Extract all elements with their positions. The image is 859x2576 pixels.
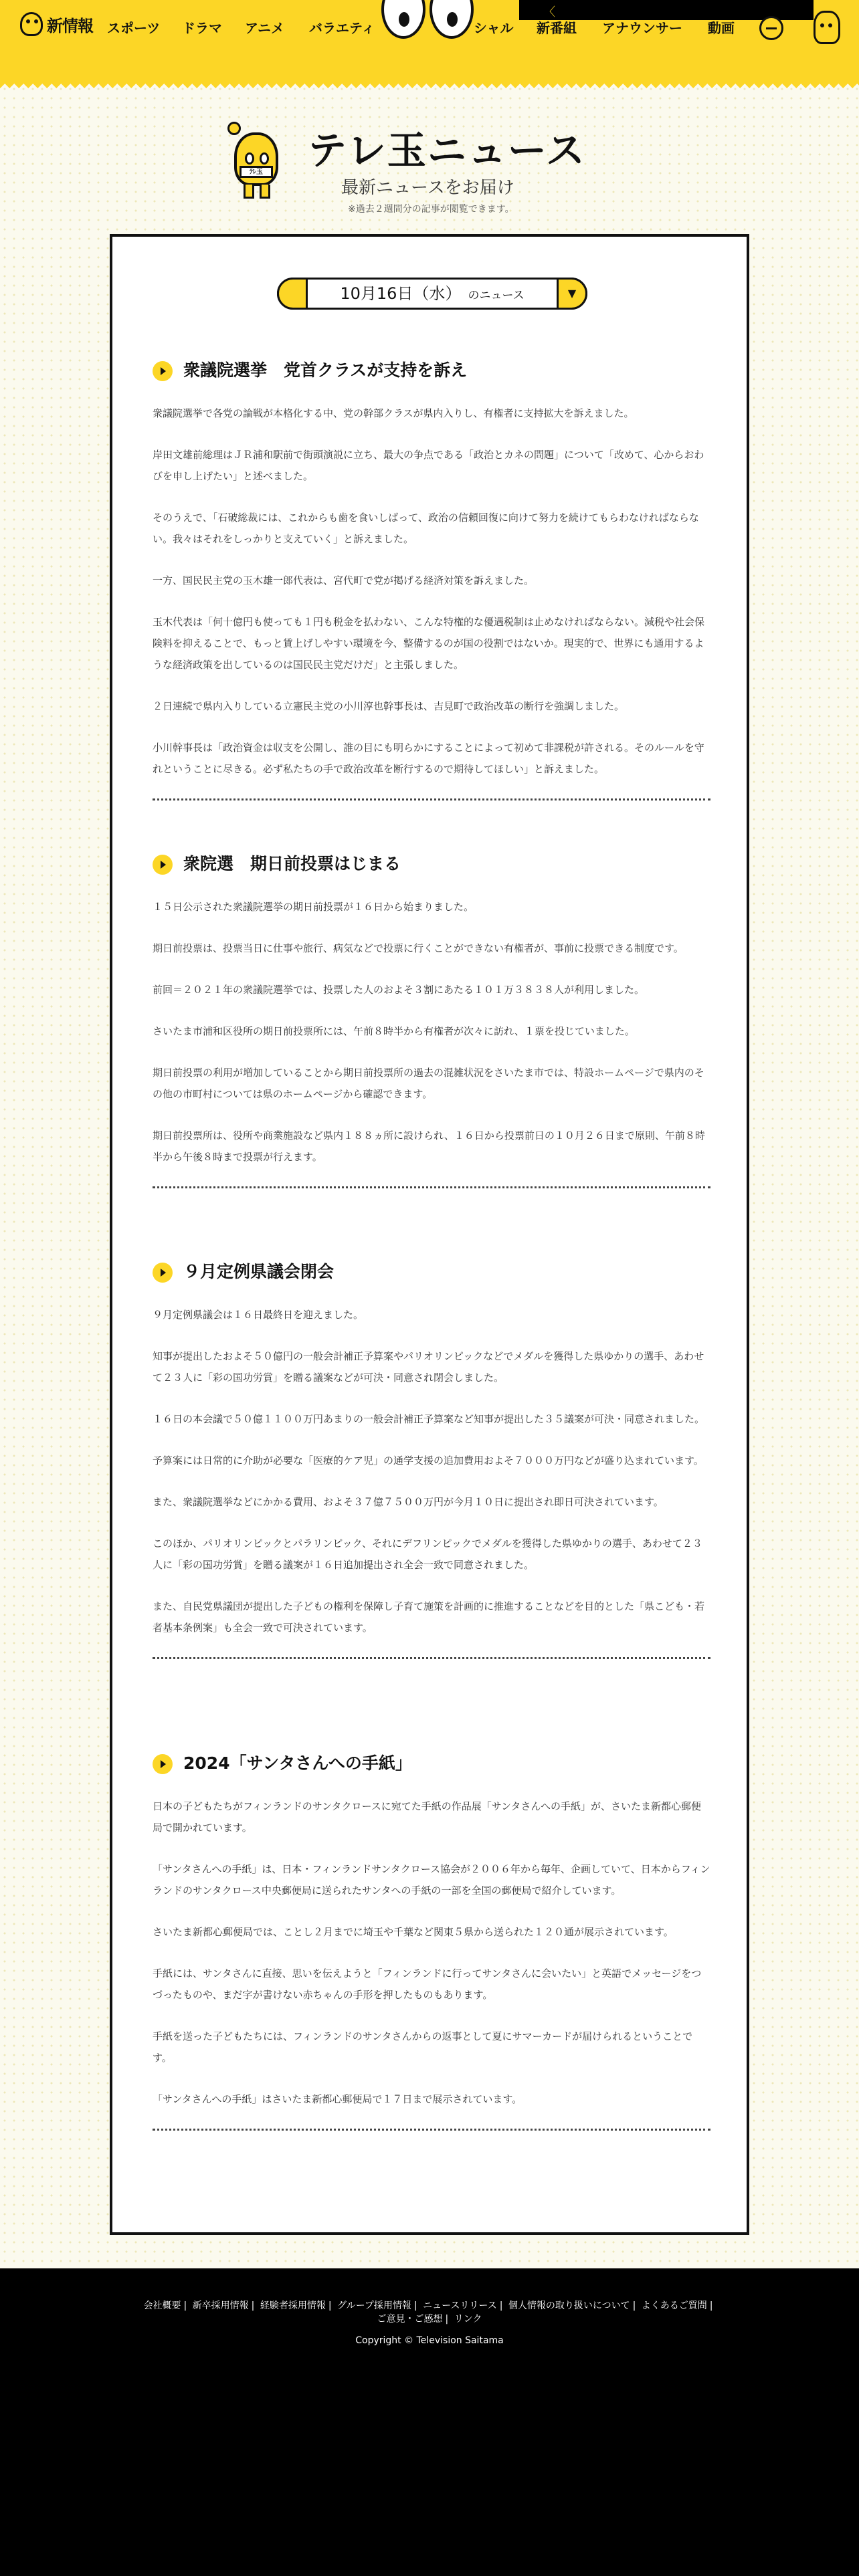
article-paragraph: 「サンタさんへの手紙」はさいたま新都心郵便局で１７日まで展示されています。 — [153, 2093, 522, 2105]
article-paragraph: 期日前投票所は、役所や商業施設など県内１８８ヵ所に設けられ、１６日から投票前日の１０月２６日まで原則、午前８時半から午後８時まで投票が行えます。 — [153, 1130, 705, 1163]
arrow-bullet-icon — [153, 855, 173, 875]
article-paragraph: 玉木代表は「何十億円も使っても１円も税金を払わない、こんな特権的な優遇税制は止めなければならない。減税や社会保険料を抑えることで、もっと賃上げしやすい環境を今、整備するのが国の役割ではないか。現実的で、世界にも通用するような経済政策を出しているのは国民民主党だけだ」と主張しました。 — [153, 616, 705, 671]
article-paragraph: 日本の子どもたちがフィンランドのサンタクロースに宛てた手紙の作品展「サンタさんへの手紙」が、さいたま新都心郵便局で開かれています。 — [153, 1800, 702, 1834]
footer-link-faq[interactable]: よくあるご質問 — [641, 2300, 707, 2311]
article-paragraph: ２日連続で県内入りしている立憲民主党の小川淳也幹事長は、吉見町で政治改革の断行を強調しました。 — [153, 700, 625, 712]
chevron-left-icon[interactable]: 〈 — [543, 5, 555, 19]
footer-link-privacy[interactable]: 個人情報の取り扱いについて — [508, 2300, 630, 2311]
nav-video[interactable]: 動画 — [708, 20, 735, 36]
article-paragraph: ９月定例県議会は１６日最終日を迎えました。 — [153, 1309, 364, 1321]
news-panel — [110, 234, 749, 2235]
footer-link-experienced[interactable]: 経験者採用情報 — [260, 2300, 326, 2311]
dotted-divider — [153, 798, 710, 800]
arrow-bullet-icon — [153, 1754, 173, 1774]
chevron-down-icon[interactable]: ▼ — [557, 278, 587, 310]
site-logo[interactable] — [20, 12, 93, 36]
site-footer — [0, 2268, 859, 2576]
top-header — [0, 0, 859, 80]
footer-links-row-1: 会社概要 | 新卒採用情報 | 経験者採用情報 | グループ採用情報 | ニュースリリース | 個人情報の取り扱いについて | よくあるご質問 | — [143, 2300, 713, 2311]
footer-link-new-grad[interactable]: 新卒採用情報 — [192, 2300, 249, 2311]
article-paragraph: また、自民党県議団が提出した子どもの権利を保障し子育て施策を計画的に推進することなどを目的とした「県こども・若者基本条例案」も全会一致で可決されています。 — [153, 1600, 705, 1634]
nav-announcer[interactable]: アナウンサー — [602, 20, 682, 36]
arrow-bullet-icon — [153, 361, 173, 381]
article-paragraph: １６日の本会議で５０億１１００万円あまりの一般会計補正予算案など知事が提出した３５議案が可決・同意されました。 — [153, 1413, 705, 1425]
mascot-eyes-icon — [381, 0, 475, 41]
footer-links-row-2: ご意見・ご感想 | リンク — [377, 2314, 482, 2325]
mascot-logo-icon — [20, 12, 43, 36]
archive-note: ※過去２週間分の記事が閲覧できます。 — [348, 204, 514, 215]
article-title: 2024「サンタさんへの手紙」 — [183, 1753, 412, 1773]
article-paragraph: １５日公示された衆議院選挙の期日前投票が１６日から始まりました。 — [153, 901, 474, 913]
page-subtitle: 最新ニュースをお届け — [341, 178, 514, 198]
footer-link-company[interactable]: 会社概要 — [143, 2300, 181, 2311]
article-paragraph: 衆議院選挙で各党の論戦が本格化する中、党の幹部クラスが県内入りし、有権者に支持拡大を訴えました。 — [153, 407, 634, 419]
article-paragraph: 一方、国民民主党の玉木雄一郎代表は、宮代町で党が掲げる経済対策を訴えました。 — [153, 574, 535, 586]
footer-link-news-release[interactable]: ニュースリリース — [423, 2300, 497, 2311]
nav-variety[interactable]: バラエティ — [309, 20, 375, 36]
news-article — [153, 1259, 710, 1659]
news-article — [153, 357, 710, 800]
article-paragraph: 小川幹事長は「政治資金は収支を公開し、誰の目にも明らかにすることによって初めて非課税が許される。そのルールを守れということに尽きる。必ず私たちの手で政治改革を断行するので期待してほしい」と訴えました。 — [153, 742, 704, 775]
article-paragraph: 岸田文雄前総理はＪＲ浦和駅前で街頭演説に立ち、最大の争点である「政治とカネの問題」について「改めて、心からおわびを申し上げたい」と述べました。 — [153, 449, 704, 482]
article-paragraph: 期日前投票の利用が増加していることから期日前投票所の過去の混雑状況をさいたま市では、特設ホームページで県内のその他の市町村については県のホームページから確認できます。 — [153, 1067, 704, 1100]
nav-special[interactable]: シャル — [474, 20, 514, 36]
mascot-tag: ﾃﾚ玉 — [240, 166, 273, 178]
article-paragraph: さいたま市浦和区役所の期日前投票所には、午前８時半から有権者が次々に訪れ、１票を投じていました。 — [153, 1025, 635, 1037]
article-paragraph: このほか、パリオリンピックとパラリンピック、それにデフリンピックでメダルを獲得した県ゆかりの選手、あわせて２３人に「彩の国功労賞」を贈る議案が１６日追加提出され全会一致で同意されました。 — [153, 1537, 702, 1571]
footer-link-group[interactable]: グループ採用情報 — [337, 2300, 411, 2311]
dotted-divider — [153, 1186, 710, 1188]
footer-link-links[interactable]: リンク — [454, 2314, 482, 2325]
article-title: 衆議院選挙 党首クラスが支持を訴え — [183, 360, 468, 380]
article-title: ９月定例県議会閉会 — [183, 1262, 335, 1281]
article-paragraph: 「サンタさんへの手紙」は、日本・フィンランドサンタクロース協会が２００６年から毎年、企画していて、日本からフィンランドのサンタクロース中央郵便局に送られたサンタへの手紙の一部を全国の郵便局で紹介しています。 — [153, 1863, 710, 1897]
article-title: 衆院選 期日前投票はじまる — [183, 854, 401, 873]
article-paragraph: 期日前投票は、投票当日に仕事や旅行、病気などで投票に行くことができない有権者が、事前に投票できる制度です。 — [153, 942, 684, 954]
article-paragraph: 手紙を送った子どもたちには、フィンランドのサンタさんからの返事として夏にサマーカードが届けられるということです。 — [153, 2030, 693, 2064]
page-title: テレ玉ニュース — [308, 128, 586, 173]
article-paragraph: そのうえで、「石破総裁には、これからも歯を食いしばって、政治の信頼回復に向けて努力を続けてもらわなければならない。我々はそれをしっかりと支えていく」と訴えました。 — [153, 512, 699, 545]
article-paragraph: 知事が提出したおよそ５０億円の一般会計補正予算案やパリオリンピックなどでメダルを獲得した県ゆかりの選手、あわせて２３人に「彩の国功労賞」を贈る議案などが可決・同意され閉会しました。 — [153, 1350, 704, 1384]
article-paragraph: 予算案には日常的に介助が必要な「医療的ケア児」の通学支援の追加費用およそ７０００万円などが盛り込まれています。 — [153, 1455, 704, 1467]
arrow-bullet-icon — [153, 1263, 173, 1283]
nav-drama[interactable]: ドラマ — [182, 20, 222, 36]
date-selector-cap — [277, 278, 308, 310]
copyright: Copyright © Television Saitama — [355, 2335, 504, 2346]
article-paragraph: 手紙には、サンタさんに直接、思いを伝えようと「フィンランドに行ってサンタさんに会いたい」と英語でメッセージをつづったものや、まだ字が書けない赤ちゃんの手形を押したものもあります。 — [153, 1967, 702, 2001]
dotted-divider — [153, 2129, 710, 2131]
nav-sports[interactable]: スポーツ — [107, 20, 161, 36]
article-paragraph: 前回＝２０２１年の衆議院選挙では、投票した人のおよそ３割にあたる１０１万３８３８人が利用しました。 — [153, 984, 645, 996]
date-suffix: のニュース — [468, 289, 524, 302]
news-article — [153, 1750, 710, 2131]
news-mascot-icon — [227, 119, 285, 201]
article-paragraph: さいたま新都心郵便局では、ことし２月までに埼玉や千葉など関東５県から送られた１２０通が展示されています。 — [153, 1926, 674, 1938]
nav-anime[interactable]: アニメ — [245, 20, 284, 36]
date-selector[interactable] — [277, 278, 587, 310]
menu-circle-icon[interactable] — [759, 16, 783, 40]
logo-text: 新情報 — [47, 16, 93, 35]
dotted-divider — [153, 1657, 710, 1659]
mascot-small-icon[interactable] — [814, 11, 840, 44]
footer-link-feedback[interactable]: ご意見・ご感想 — [377, 2314, 443, 2325]
article-paragraph: また、衆議院選挙などにかかる費用、およそ３７億７５００万円が今月１０日に提出され即日可決されています。 — [153, 1496, 664, 1508]
selected-date: 10月16日（水） — [340, 284, 462, 303]
news-article — [153, 851, 710, 1188]
nav-new-programs[interactable]: 新番組 — [537, 20, 577, 36]
